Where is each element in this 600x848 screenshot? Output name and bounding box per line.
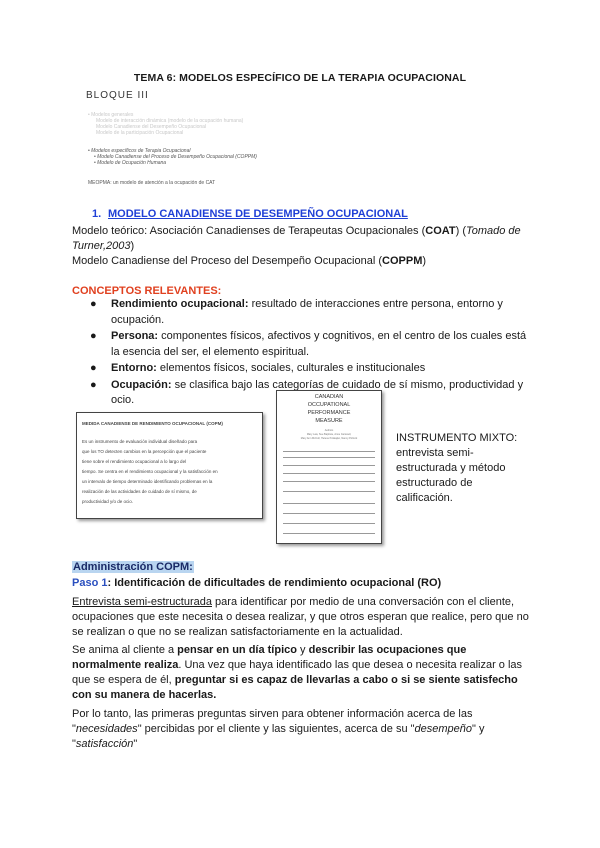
definition: componentes físicos, afectivos y cognitivos, en el centro de los cuales está la esencia del ser, el elemento espiritual. bbox=[111, 330, 527, 358]
paragraph-3 bbox=[72, 707, 532, 752]
paragraph-2 bbox=[72, 643, 532, 703]
form-title-line: PERFORMANCE bbox=[307, 410, 351, 416]
form-fine-line: Authors bbox=[324, 429, 334, 432]
figure-heading: MEDIDA CANADIENSE DE RENDIMIENTO OCUPACIONAL (COPM) bbox=[82, 421, 223, 426]
figure-line: que los TO detecten cambios en la percepción que el paciente bbox=[82, 449, 207, 454]
mixto-title: INSTRUMENTO MIXTO: bbox=[396, 432, 518, 444]
form-rule bbox=[283, 491, 375, 492]
text: para identificar por medio de una conversación con el cliente, ocupaciones que este necesita o desea realizar, y que otros esperan que realice, pero que no se realizan o que no se realizan satisfactoriamente en la actualidad. bbox=[72, 596, 529, 638]
form-fine-line: Mary Ann McColl, Helene Polatajko, Nancy Pollock bbox=[300, 437, 358, 440]
coat-bold: COAT bbox=[425, 225, 456, 237]
text: " bbox=[133, 738, 138, 750]
form-rule bbox=[283, 451, 375, 452]
text: Se anima al cliente a bbox=[72, 644, 178, 656]
bullet-icon: ● bbox=[90, 362, 97, 374]
copm-description-figure bbox=[76, 412, 263, 519]
model-line-2 bbox=[72, 254, 532, 269]
form-rule bbox=[283, 523, 375, 524]
list-item bbox=[90, 361, 530, 377]
list-item bbox=[90, 297, 530, 328]
term: Rendimiento ocupacional: bbox=[111, 298, 249, 310]
form-rule bbox=[283, 457, 375, 458]
paragraph-1 bbox=[72, 595, 532, 640]
text: ) bbox=[422, 255, 427, 267]
text: ) bbox=[130, 240, 135, 252]
form-rule bbox=[283, 503, 375, 504]
bold-phrase: preguntar si es capaz de llevarlas a cabo o si se siente satisfecho con su manera de hacerlas. bbox=[72, 674, 518, 701]
bloque-label: BLOQUE III bbox=[86, 90, 149, 101]
faint-line: Modelo de la participación Ocupacional bbox=[96, 130, 184, 136]
text: Modelo Canadiense del Proceso del Desempeño Ocupacional ( bbox=[72, 255, 383, 267]
text: Modelo teórico: Asociación Canadienses de Terapeutas Ocupacionales ( bbox=[72, 225, 426, 237]
index-outline bbox=[88, 148, 348, 186]
paso-text: : Identificación de dificultades de rendimiento ocupacional (RO) bbox=[107, 577, 442, 589]
text: Por lo tanto, las primeras preguntas sirven para obtener información acerca de las " bbox=[72, 708, 473, 735]
page-title: TEMA 6: MODELOS ESPECÍFICO DE LA TERAPIA OCUPACIONAL bbox=[133, 72, 467, 84]
form-fine-line: Mary Law, Sue Baptiste, Anne Carswell, bbox=[306, 433, 352, 436]
paso-label: Paso 1 bbox=[72, 577, 108, 589]
text: " y " bbox=[72, 723, 485, 750]
section-heading bbox=[92, 208, 408, 220]
administracion-heading: Administración COPM: bbox=[73, 561, 193, 573]
figure-line: productividad y/o de ocio. bbox=[82, 499, 134, 504]
instrumento-mixto-note bbox=[396, 431, 526, 506]
definition: resultado de interacciones entre persona, entorno y ocupación. bbox=[111, 298, 503, 326]
index-line: MEOPMA: un modelo de atención a la ocupación de CAT bbox=[88, 180, 216, 186]
form-title-line: CANADIAN bbox=[314, 394, 344, 400]
form-rule bbox=[283, 533, 375, 534]
section-title: MODELO CANADIENSE DE DESEMPEÑO OCUPACIONAL bbox=[108, 208, 408, 220]
figure-line: Es un instrumento de evaluación individual diseñado para bbox=[82, 439, 198, 444]
copm-form-figure bbox=[276, 390, 382, 544]
form-rule bbox=[283, 481, 375, 482]
bold-phrase: describir las ocupaciones que normalmente realiza bbox=[72, 644, 467, 671]
form-title-line: MEASURE bbox=[315, 418, 343, 424]
faint-line: Modelo de interacción dinámica (modelo de la ocupación humana) bbox=[96, 118, 244, 124]
form-title-line: OCCUPATIONAL bbox=[307, 402, 351, 408]
text: . Una vez que haya identificado las que desea o necesita realizar o las que se espera de él, bbox=[72, 659, 523, 686]
term: Persona: bbox=[111, 330, 159, 342]
citation: Tomado de Turner,2003 bbox=[72, 225, 521, 252]
conceptos-heading: CONCEPTOS RELEVANTES: bbox=[72, 285, 222, 297]
text: y bbox=[296, 644, 309, 656]
bullet-icon: ● bbox=[90, 378, 97, 391]
faint-line: Modelo Canadiense del Desempeño Ocupacional bbox=[96, 124, 207, 130]
index-line: • Modelos específicos de Terapia Ocupacional bbox=[88, 148, 191, 154]
bold-phrase: pensar en un día típico bbox=[177, 644, 297, 656]
figure-line: un intervalo de tiempo determinado identificando problemas en la bbox=[82, 479, 213, 484]
text: " percibidas por el cliente y las siguientes, acerca de su " bbox=[137, 723, 415, 735]
section-number: 1. bbox=[92, 208, 102, 220]
model-line-1 bbox=[72, 224, 532, 254]
form-rule bbox=[283, 513, 375, 514]
term: Ocupación: bbox=[111, 378, 172, 391]
faint-outline bbox=[88, 112, 328, 136]
bullet-icon: ● bbox=[90, 330, 97, 342]
bullet-icon: ● bbox=[90, 298, 97, 310]
definition: se clasifica bajo las categorías de cuidado de sí mismo, productividad y ocio. bbox=[111, 378, 524, 406]
paso-heading bbox=[72, 577, 441, 589]
form-rule bbox=[283, 473, 375, 474]
italic-term: desempeño bbox=[414, 723, 473, 735]
figure-line: tiene sobre el rendimiento ocupacional a lo largo del bbox=[82, 459, 187, 464]
italic-term: satisfacción bbox=[75, 738, 134, 750]
figure-line: tiempo. Se centra en el rendimiento ocupacional y la satisfacción en bbox=[82, 469, 218, 474]
italic-term: necesidades bbox=[75, 723, 138, 735]
list-item bbox=[90, 329, 530, 360]
figure-line: realización de las actividades de cuidado de sí mismo, de bbox=[82, 489, 197, 494]
coppm-bold: COPPM bbox=[382, 255, 423, 267]
form-rule bbox=[283, 465, 375, 466]
index-line: • Modelo Canadiense del Proceso de Desempeño Ocupacional (COPPM) bbox=[94, 154, 257, 160]
faint-line: • Modelos generales bbox=[88, 112, 134, 118]
underlined-term: Entrevista semi-estructurada bbox=[72, 596, 212, 608]
term: Entorno: bbox=[111, 362, 157, 374]
text: ) ( bbox=[455, 225, 466, 237]
mixto-text: entrevista semi-estructurada y método estructurado de calificación. bbox=[396, 447, 506, 504]
definition: elementos físicos, sociales, culturales e institucionales bbox=[156, 362, 426, 374]
index-line: • Modelo de Ocupación Humana bbox=[94, 160, 167, 166]
